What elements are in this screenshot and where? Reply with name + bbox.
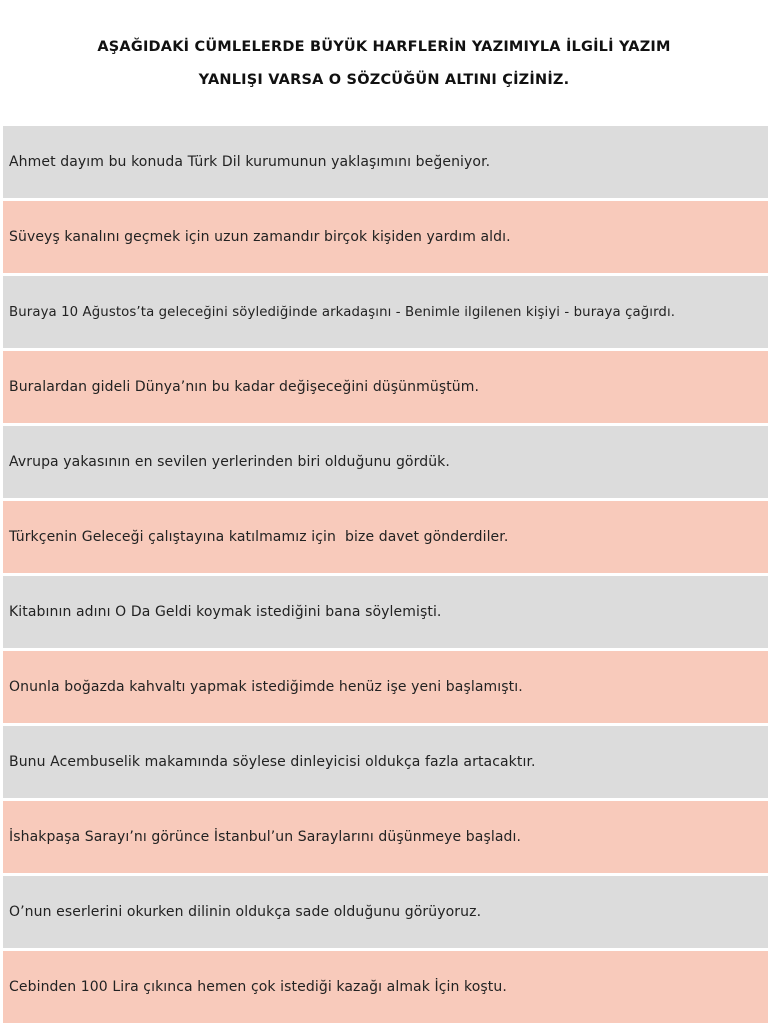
title-line-2: YANLIŞI VARSA O SÖZCÜĞÜN ALTINI ÇİZİNİZ. [198,72,570,88]
sentence-text[interactable]: Ahmet dayım bu konuda Türk Dil kurumunun yaklaşımını beğeniyor. [9,154,491,170]
sentence-text[interactable]: Süveyş kanalını geçmek için uzun zamandır birçok kişiden yardım aldı. [9,229,511,245]
sentence-row [3,426,768,498]
sentence-row [3,801,768,873]
sentence-text[interactable]: Buralardan gideli Dünya’nın bu kadar değişeceğini düşünmüştüm. [9,379,480,395]
sentence-row [3,351,768,423]
sentence-row [3,501,768,573]
sentence-text[interactable]: Türkçenin Geleceği çalıştayına katılmamız için bize davet gönderdiler. [9,529,509,545]
sentence-text[interactable]: Buraya 10 Ağustos’ta geleceğini söylediğinde arkadaşını - Benimle ilgilenen kişiyi - buraya çağırdı. [9,304,676,320]
sentence-row [3,126,768,198]
sentence-text[interactable]: Avrupa yakasının en sevilen yerlerinden biri olduğunu gördük. [9,454,450,470]
sentence-text[interactable]: Kitabının adını O Da Geldi koymak istediğini bana söylemişti. [9,604,442,620]
sentence-row [3,876,768,948]
title-line-1: AŞAĞIDAKİ CÜMLELERDE BÜYÜK HARFLERİN YAZIMIYLA İLGİLİ YAZIM [97,39,671,55]
worksheet-header [0,0,768,126]
sentence-text[interactable]: O’nun eserlerini okurken dilinin oldukça sade olduğunu görüyoruz. [9,904,482,920]
sentence-list [3,126,768,1024]
sentence-text[interactable]: Cebinden 100 Lira çıkınca hemen çok istediği kazağı almak İçin koştu. [9,979,507,995]
sentence-text[interactable]: Bunu Acembuselik makamında söylese dinleyicisi oldukça fazla artacaktır. [9,754,536,770]
sentence-row [3,651,768,723]
sentence-row [3,726,768,798]
sentence-row [3,276,768,348]
sentence-text[interactable]: İshakpaşa Sarayı’nı görünce İstanbul’un Saraylarını düşünmeye başladı. [9,829,522,845]
sentence-text[interactable]: Onunla boğazda kahvaltı yapmak istediğimde henüz işe yeni başlamıştı. [9,679,523,695]
sentence-row [3,576,768,648]
sentence-row [3,201,768,273]
sentence-row [3,951,768,1023]
